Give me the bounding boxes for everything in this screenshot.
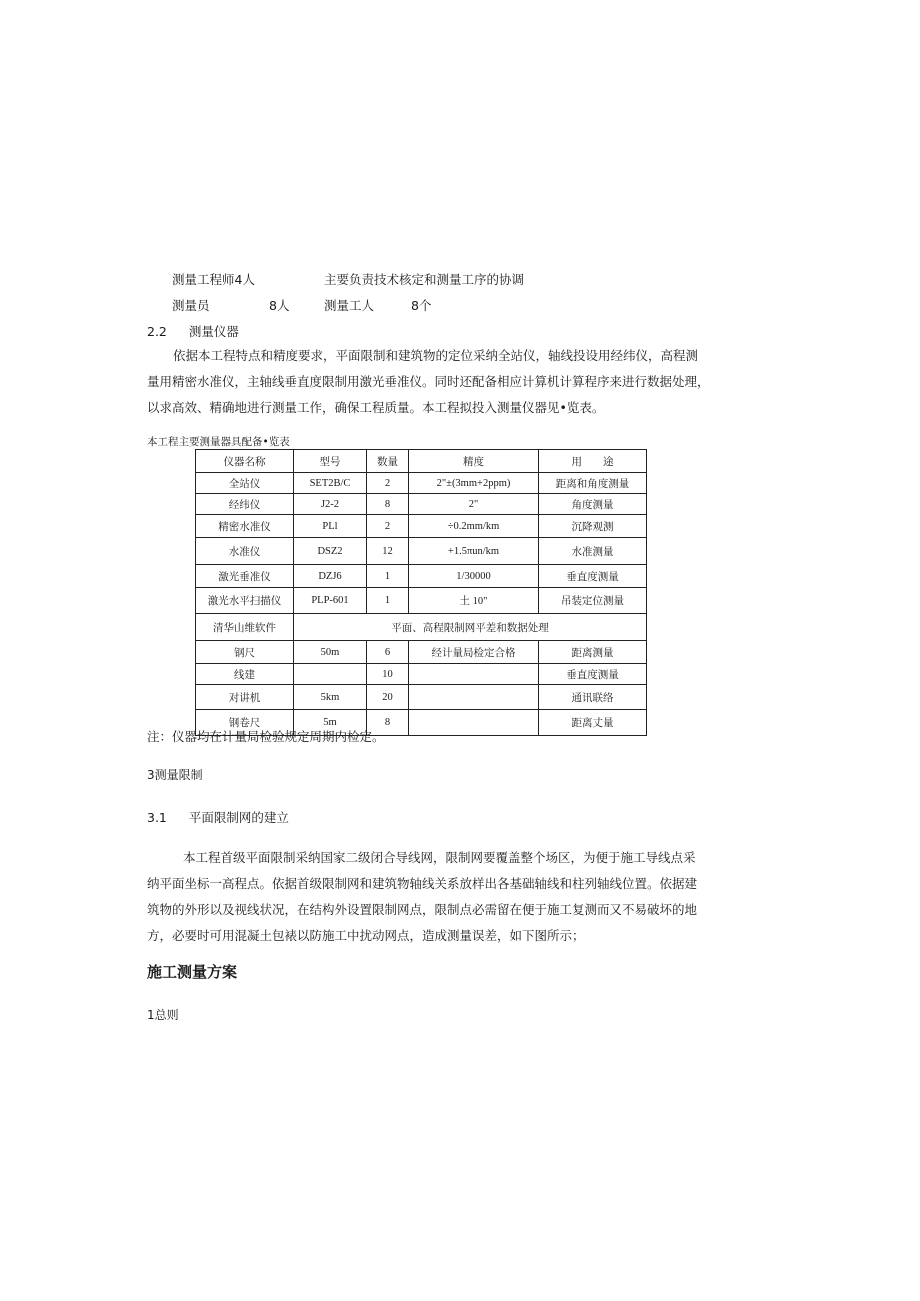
paragraph-line: 量用精密水准仪，主轴线垂直度限制用激光垂准仪。同时还配备相应计算机计算程序来进行数据处理， [147,374,710,389]
table-cell: 精密水准仪 [196,515,294,538]
table-cell [409,664,539,685]
table-cell: 8 [367,710,409,736]
table-cell: DZJ6 [294,565,367,588]
section-2-2-title: 测量仪器 [188,324,239,339]
paragraph-line: 本工程首级平面限制采纳国家二级闭合导线网，限制网要覆盖整个场区，为便于施工导线点采 [183,850,696,865]
header-cell: 仪器名称 [196,450,294,473]
table-cell: 1/30000 [409,565,539,588]
paragraph-line: 筑物的外形以及视线状况，在结构外设置限制网点，限制点必需留在便于施工复测而又不易破坏的地 [147,902,698,917]
table-cell: 2 [367,473,409,494]
table-cell: 2"±(3mm+2ppm) [409,473,539,494]
table-row-software [196,614,647,641]
section-3-1-number: 3.1 [147,810,167,825]
section-2-2-number: 2.2 [147,324,167,339]
table-cell: 距离和角度测量 [539,473,647,494]
section-2-2-heading [147,322,239,340]
instrument-table [195,449,647,736]
table-cell: 6 [367,641,409,664]
table-cell: 清华山维软件 [196,614,294,641]
section-2-2-paragraph [147,343,710,421]
table-cell: 20 [367,685,409,710]
table-row [196,664,647,685]
table-cell: 水准测量 [539,538,647,565]
table-cell: 10 [367,664,409,685]
table-cell: ÷0.2mm/km [409,515,539,538]
table-row [196,588,647,614]
table-cell: 角度测量 [539,494,647,515]
table-note: 注：仪器均在计量局检验规定周期内检定。 [147,729,385,744]
staff-row2-role: 测量员 [172,298,210,313]
table-row [196,641,647,664]
table-cell: 50m [294,641,367,664]
table-header-row [196,450,647,473]
table-cell: DSZ2 [294,538,367,565]
table-row [196,473,647,494]
paragraph-line: 依据本工程特点和精度要求，平面限制和建筑物的定位采纳全站仪，轴线投设用经纬仪，高程测 [173,348,699,363]
table-cell [409,685,539,710]
table-row [196,685,647,710]
table-cell: 12 [367,538,409,565]
table-cell: 激光水平扫描仪 [196,588,294,614]
table-row [196,494,647,515]
header-cell: 型号 [294,450,367,473]
staff-row2-helper-count: 8个 [411,298,432,313]
table-cell: 5m [294,710,367,736]
staff-row1-role: 测量工程师4人 [172,272,255,287]
table-cell: 垂直度测量 [539,664,647,685]
table-cell: 距离丈量 [539,710,647,736]
staff-row1-duty: 主要负责技术核定和测量工序的协调 [324,272,525,287]
table-cell: 2 [367,515,409,538]
staff-row2-helper: 测量工人 [324,298,375,313]
table-cell [294,664,367,685]
document-title: 施工测量方案 [147,963,238,981]
table-cell: SET2B/C [294,473,367,494]
table-cell: 土 10" [409,588,539,614]
table-cell: 垂直度测量 [539,565,647,588]
staff-row2-count: 8人 [269,298,290,313]
table-cell: 对讲机 [196,685,294,710]
paragraph-line: 纳平面坐标一高程点。依据首级限制网和建筑物轴线关系放样出各基础轴线和柱列轴线位置。依据建 [147,876,698,891]
section-3-1-heading [147,808,289,826]
table-row [196,515,647,538]
table-cell: 5km [294,685,367,710]
table-cell: 1 [367,565,409,588]
table-cell: 距离测量 [539,641,647,664]
table-cell: 沉降观测 [539,515,647,538]
header-cell: 用 途 [539,450,647,473]
table-cell: 2" [409,494,539,515]
table-caption: 本工程主要测量器具配备•览表 [147,436,290,448]
section-3-1-paragraph [147,845,698,949]
paragraph-line: 方，必要时可用混凝土包裱以防施工中扰动网点，造成测量误差，如下图所示； [147,928,585,943]
table-cell: 经计量局检定合格 [409,641,539,664]
table-cell: J2-2 [294,494,367,515]
table-row [196,565,647,588]
table-row [196,538,647,565]
table-cell: PLP-601 [294,588,367,614]
table-cell: 钢卷尺 [196,710,294,736]
header-cell: 数量 [367,450,409,473]
table-cell: 水准仪 [196,538,294,565]
table-cell: 激光垂准仪 [196,565,294,588]
table-cell: 经纬仪 [196,494,294,515]
paragraph-line: 以求高效、精确地进行测量工作，确保工程质量。本工程拟投入测量仪器见•览表。 [147,400,605,415]
table-cell [409,710,539,736]
table-cell: PLl [294,515,367,538]
table-cell: +1.5πun/km [409,538,539,565]
table-cell: 通讯联络 [539,685,647,710]
table-cell: 钢尺 [196,641,294,664]
header-cell: 精度 [409,450,539,473]
table-cell: 1 [367,588,409,614]
table-cell: 吊装定位测量 [539,588,647,614]
table-cell: 全站仪 [196,473,294,494]
table-cell: 线建 [196,664,294,685]
section-3-1-title: 平面限制网的建立 [188,810,289,825]
table-cell: 8 [367,494,409,515]
section-1-title: 1总则 [147,1008,179,1022]
section-3-title: 3测量限制 [147,768,203,782]
table-cell-merged: 平面、高程限制网平差和数据处理 [294,614,647,641]
